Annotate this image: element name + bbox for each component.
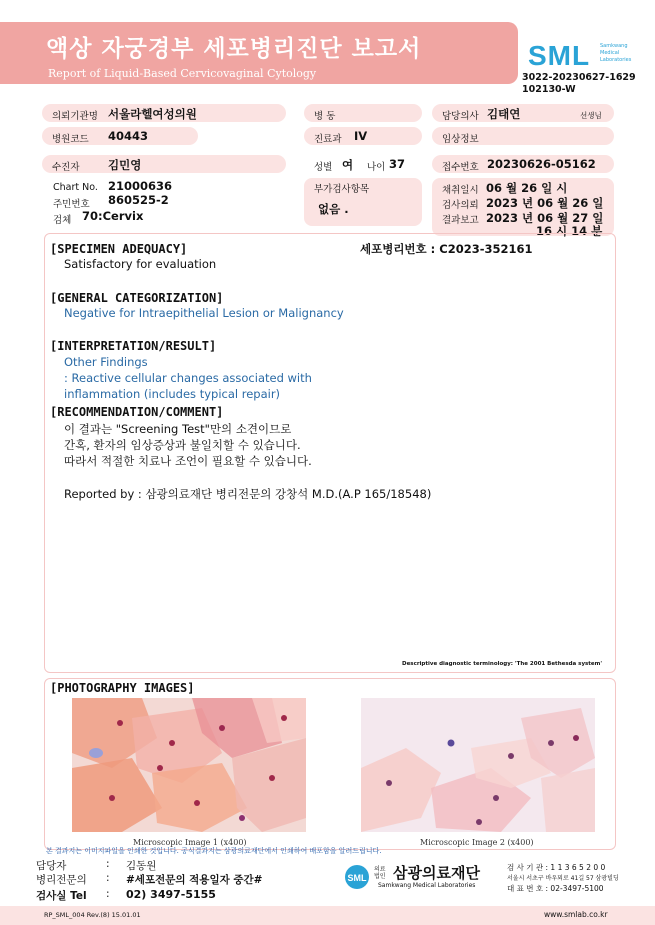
age-label: 나이 bbox=[367, 162, 386, 173]
collect-value: 06 월 26 일 시 bbox=[486, 181, 568, 195]
org-small-label: 의료법인 bbox=[374, 866, 386, 880]
request-value: 2023 년 06 월 26 일 bbox=[486, 196, 604, 210]
form-code: RP_SML_004 Rev.(8) 15.01.01 bbox=[44, 911, 141, 919]
reported-by: Reported by : 삼광의료재단 병리전문의 강창석 M.D.(A.P 165/18548) bbox=[64, 487, 432, 501]
recommendation-line2: 간혹, 환자의 임상증상과 불일치할 수 있습니다. bbox=[64, 438, 301, 452]
report-title: 액상 자궁경부 세포병리진단 보고서 bbox=[46, 36, 422, 62]
chart-value: 21000636 bbox=[108, 179, 173, 193]
patient-label: 수진자 bbox=[52, 162, 80, 173]
collect-label: 채취일시 bbox=[442, 185, 479, 196]
exam-value: 70:Cervix bbox=[82, 209, 144, 223]
main-phone: 대 표 번 호 : 02-3497-5100 bbox=[507, 884, 604, 893]
microscopic-image-1 bbox=[72, 698, 306, 832]
ward-label: 병 동 bbox=[314, 111, 336, 122]
sex-value: 여 bbox=[342, 158, 354, 172]
report-label: 결과보고 bbox=[442, 215, 479, 226]
receipt-value: 20230626-05162 bbox=[487, 157, 596, 171]
report-time: 16 시 14 분 bbox=[536, 224, 603, 238]
website-link[interactable]: www.smlab.co.kr bbox=[544, 910, 608, 919]
adequacy-title: [SPECIMEN ADEQUACY] bbox=[50, 242, 188, 256]
recommendation-title: [RECOMMENDATION/COMMENT] bbox=[50, 405, 224, 419]
svg-text:SML: SML bbox=[347, 873, 367, 883]
recommendation-line1: 이 결과는 "Screening Test"만의 소견이므로 bbox=[64, 422, 292, 436]
interpretation-title: [INTERPRETATION/RESULT] bbox=[50, 339, 217, 353]
recommendation-line3: 따라서 적절한 치료나 조언이 필요할 수 있습니다. bbox=[64, 454, 312, 468]
manager-value: 김동원 bbox=[126, 860, 157, 872]
institution-value: 서울라헬여성의원 bbox=[108, 107, 197, 121]
terminology-note: Descriptive diagnostic terminology: 'The 2001 Bethesda system' bbox=[402, 661, 603, 667]
manager-label: 담당자 bbox=[36, 860, 67, 872]
hospital-code-value: 40443 bbox=[108, 129, 149, 143]
sex-label: 성별 bbox=[314, 162, 333, 173]
exam-label: 검체 bbox=[53, 215, 72, 226]
photos-title: [PHOTOGRAPHY IMAGES] bbox=[50, 681, 195, 695]
general-text: Negative for Intraepithelial Lesion or Malignancy bbox=[64, 306, 344, 320]
institution-label: 의뢰기관명 bbox=[52, 111, 98, 122]
org-name: 삼광의료재단 bbox=[393, 864, 480, 882]
address: 서울시 서초구 바우뫼로 41길 57 삼광빌딩 bbox=[507, 875, 619, 882]
specialist-colon: : bbox=[106, 872, 110, 884]
dept-label: 진료과 bbox=[314, 134, 342, 145]
doctor-value: 김태연 bbox=[487, 107, 521, 121]
receipt-label: 접수번호 bbox=[442, 162, 479, 173]
tel-colon: : bbox=[106, 888, 110, 900]
report-value: 2023 년 06 월 27 일 bbox=[486, 211, 604, 225]
interpretation-line3: inflammation (includes typical repair) bbox=[64, 387, 281, 401]
image-caption-1: Microscopic Image 1 (x400) bbox=[133, 838, 247, 847]
doc-no-line2: 102130-W bbox=[522, 84, 576, 95]
specialist-value: #세포전문의 적용일자 중간# bbox=[126, 874, 263, 886]
hospital-code-label: 병원코드 bbox=[52, 134, 89, 145]
age-value: 37 bbox=[389, 157, 406, 171]
print-notice: 본 결과지는 이미지파일을 인쇄한 것입니다. 공식결과지는 삼광의료재단에서 인쇄하여 배포함을 알려드립니다. bbox=[46, 847, 382, 855]
image-caption-2: Microscopic Image 2 (x400) bbox=[420, 838, 534, 847]
document-number bbox=[522, 72, 636, 96]
agency-number: 검 사 기 관 : 1 1 3 6 5 2 0 0 bbox=[507, 863, 606, 872]
doc-no-line1: 3022-20230627-1629 bbox=[522, 72, 636, 83]
resident-label: 주민번호 bbox=[53, 199, 90, 210]
samkwang-logo-icon bbox=[344, 864, 370, 890]
org-name-en: Samkwang Medical Laboratories bbox=[378, 882, 476, 889]
sml-logo-sub: Samkwang Medical Laboratories bbox=[600, 43, 632, 63]
patient-value: 김민영 bbox=[108, 158, 142, 172]
specialist-label: 병리전문의 bbox=[36, 874, 87, 886]
doctor-label: 담당의사 bbox=[442, 111, 479, 122]
tel-label: 검사실 Tel bbox=[36, 890, 87, 902]
cytology-number: 세포병리번호 : C2023-352161 bbox=[360, 242, 533, 256]
extra-value: 없음 . bbox=[318, 202, 349, 216]
adequacy-text: Satisfactory for evaluation bbox=[64, 257, 217, 271]
request-label: 검사의뢰 bbox=[442, 200, 479, 211]
resident-value: 860525-2 bbox=[108, 193, 169, 207]
sml-logo: SML bbox=[528, 40, 591, 71]
tel-value: 02) 3497-5155 bbox=[126, 888, 216, 901]
general-title: [GENERAL CATEGORIZATION] bbox=[50, 291, 224, 305]
interpretation-line1: Other Findings bbox=[64, 355, 148, 369]
chart-label: Chart No. bbox=[53, 182, 98, 193]
report-subtitle: Report of Liquid-Based Cervicovaginal Cytology bbox=[48, 67, 317, 80]
dept-value: IV bbox=[354, 129, 368, 143]
clinical-label: 임상정보 bbox=[442, 134, 479, 145]
doctor-suffix: 선생님 bbox=[580, 111, 602, 120]
interpretation-line2: : Reactive cellular changes associated with bbox=[64, 371, 312, 385]
extra-label: 부가검사항목 bbox=[314, 184, 370, 195]
manager-colon: : bbox=[106, 858, 110, 870]
microscopic-image-2 bbox=[361, 698, 595, 832]
